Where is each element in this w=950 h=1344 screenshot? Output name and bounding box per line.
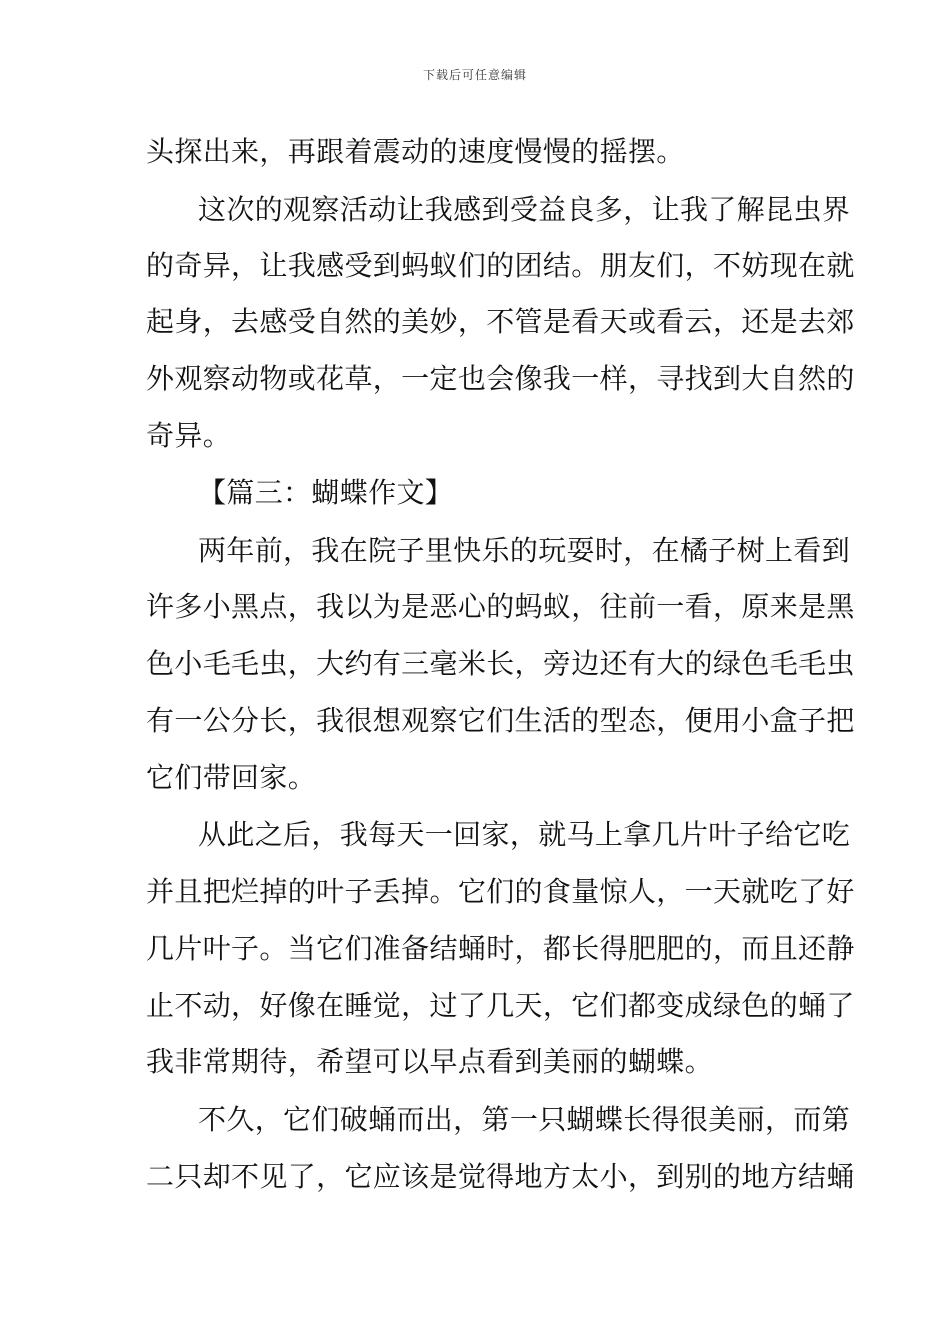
body-line: 几片叶子。当它们准备结蛹时，都长得肥肥的，而且还静 [146, 932, 855, 965]
body-line: 色小毛毛虫，大约有三毫米长，旁边还有大的绿色毛毛虫 [146, 647, 855, 680]
body-line: 头探出来，再跟着震动的速度慢慢的摇摆。 [146, 135, 685, 168]
paragraph-start-line: 两年前，我在院子里快乐的玩耍时，在橘子树上看到 [198, 534, 851, 567]
section-heading: 【篇三：蝴蝶作文】 [198, 476, 454, 509]
body-line: 我非常期待，希望可以早点看到美丽的蝴蝶。 [146, 1045, 714, 1078]
body-line: 二只却不见了，它应该是觉得地方太小，到别的地方结蛹 [146, 1160, 855, 1193]
body-line: 并且把烂掉的叶子丢掉。它们的食量惊人，一天就吃了好 [146, 875, 855, 908]
body-line: 起身，去感受自然的美妙，不管是看天或看云，还是去郊 [146, 305, 855, 338]
body-line: 有一公分长，我很想观察它们生活的型态，便用小盒子把 [146, 704, 855, 737]
paragraph-start-line: 不久，它们破蛹而出，第一只蝴蝶长得很美丽，而第 [198, 1103, 851, 1136]
body-line: 许多小黑点，我以为是恶心的蚂蚁，往前一看，原来是黑 [146, 590, 855, 623]
body-line: 的奇异，让我感受到蚂蚁们的团结。朋友们，不妨现在就 [146, 249, 855, 282]
body-line: 外观察动物或花草，一定也会像我一样，寻找到大自然的 [146, 362, 855, 395]
body-line: 止不动，好像在睡觉，过了几天，它们都变成绿色的蛹了 [146, 989, 855, 1022]
paragraph-start-line: 这次的观察活动让我感到受益良多，让我了解昆虫界 [198, 193, 851, 226]
body-line: 奇异。 [146, 419, 232, 452]
page-header: 下载后可任意编辑 [422, 68, 527, 82]
paragraph-start-line: 从此之后，我每天一回家，就马上拿几片叶子给它吃 [198, 818, 851, 851]
body-line: 它们带回家。 [146, 761, 317, 794]
